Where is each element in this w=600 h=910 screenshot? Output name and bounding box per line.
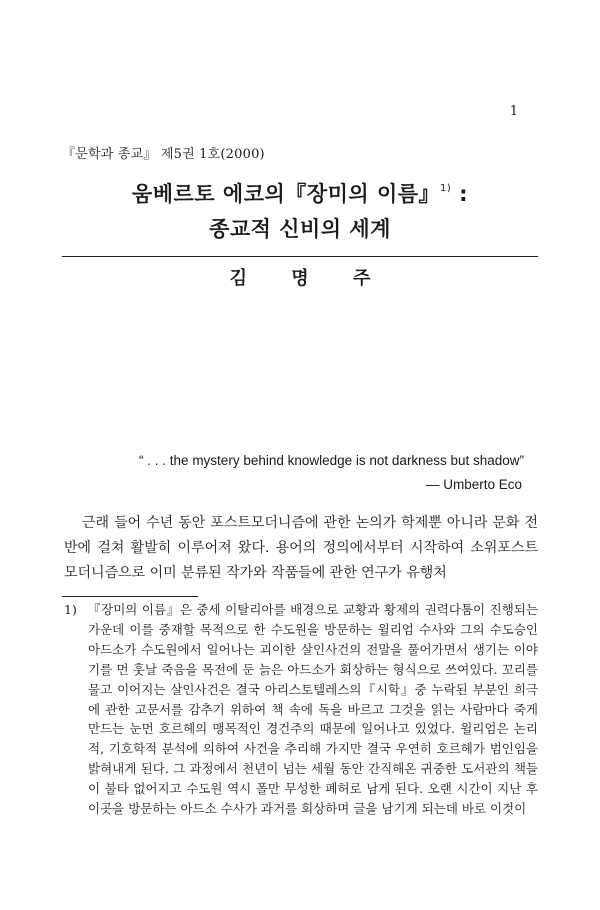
- epigraph-source: ― Umberto Eco: [425, 477, 522, 492]
- footnote-text: 『장미의 이름』은 중세 이탈리아를 배경으로 교황과 황제의 권력다툼이 진행되는 가운데 이를 중재할 목적으로 한 수도원을 방문하는 윌리엄 수사와 그의 수도승인 아드소가 수도원에서 일어나는 괴이한 살인사건의 전말을 풀어가면서 생기는 이야기를 먼 훗날 죽음을 목전에 둔 늙은 아드소가 회상하는 형식으로 쓰여있다. 꼬리를 물고 이어지는 살인사건은 결국 아리스토텔레스의『시학』중 누락된 부분인 희극에 관한 고문서를 감추기 위하여 책 속에 독을 바르고 그것을 읽는 사람마다 죽게 만드는 눈먼 호르헤의 맹목적인 경건주의 때문에 일어나고 있었다. 윌리엄은 논리적, 기호학적 분석에 의하여 사건을 추리해 가지만 결국 우연히 호르헤가 범인임을 밝혀내게 된다. 그 과정에서 천년이 넘는 세월 동안 간직해온 귀중한 도서관의 책들이 불타 없어지고 수도원 역시 폴만 무성한 폐허로 남게 된다. 오랜 시간이 지난 후 이곳을 방문하는 아드소 수사가 과거를 회상하며 글을 남기게 되는데 바로 이것이: [88, 602, 538, 817]
- author-name: 김 명 주: [229, 268, 371, 289]
- title-footnote-marker: 1): [440, 183, 452, 194]
- footnote: [64, 600, 538, 819]
- journal-header: 『문학과 종교』 제5권 1호(2000): [62, 147, 265, 162]
- footnote-divider: [62, 596, 198, 597]
- title-line-1: [0, 178, 600, 208]
- title-line-2: 종교적 신비의 세계: [209, 217, 391, 241]
- footnote-number: 1): [64, 602, 77, 617]
- title-divider: [62, 256, 538, 257]
- title-colon: :: [451, 182, 469, 206]
- page-number: 1: [509, 104, 518, 119]
- epigraph-quote: “ . . . the mystery behind knowledge is not darkness but shadow”: [139, 453, 524, 468]
- body-paragraph: 근래 들어 수년 동안 포스트모더니즘에 관한 논의가 학제뿐 아니라 문화 전반에 걸쳐 활발히 이루어져 왔다. 용어의 정의에서부터 시작하여 소위포스트 모더니즘으로 이미 분류된 작가와 작품들에 관한 연구가 유행처: [64, 515, 538, 581]
- title-main: 움베르토 에코의『장미의 이름』: [131, 182, 441, 206]
